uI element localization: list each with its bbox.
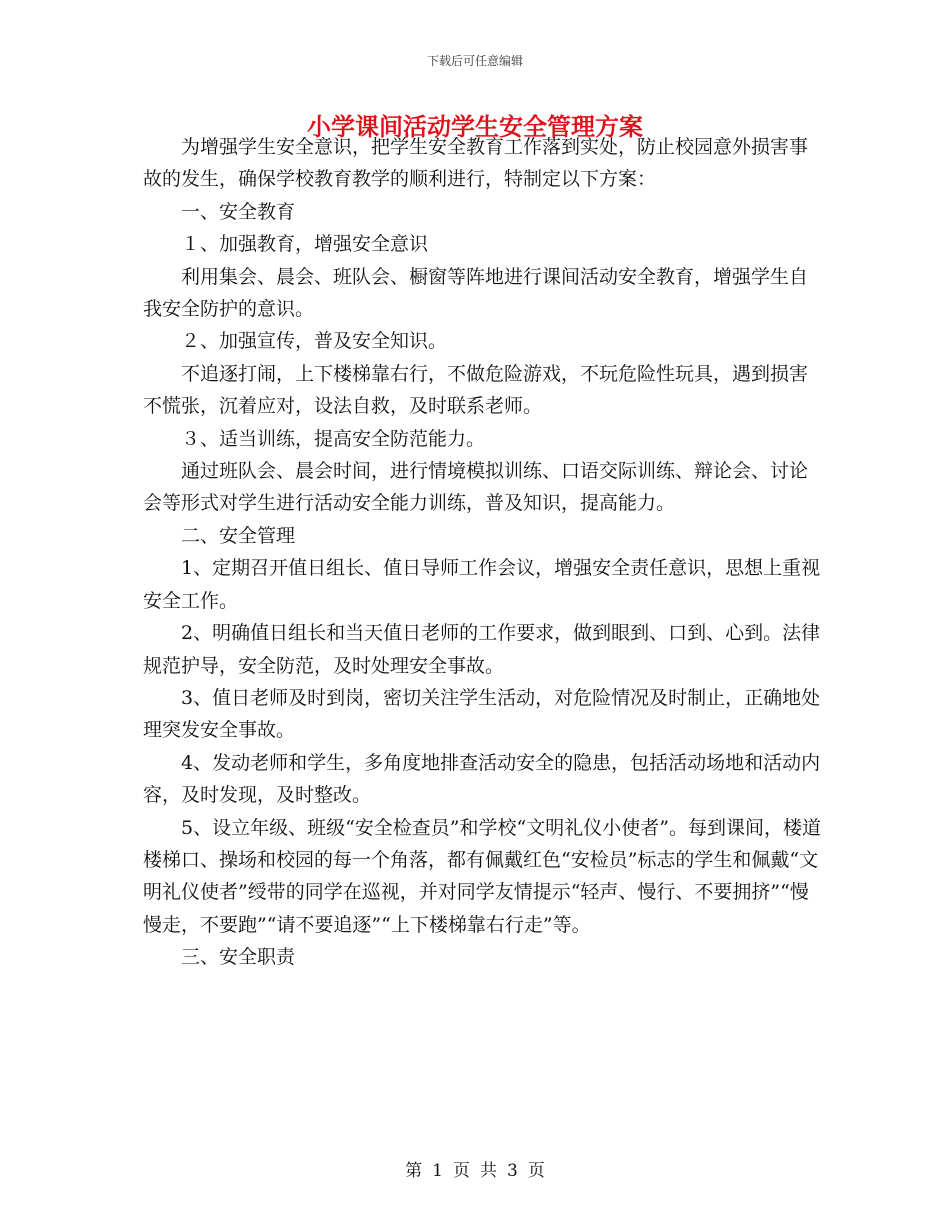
total-label: 共: [480, 1161, 497, 1181]
paragraph-2-5: 5、设立年级、班级“安全检查员”和学校“文明礼仪小使者”。每到课间，楼道楼梯口、操场和校园的每一个角落，都有佩戴红色“安检员”标志的学生和佩戴“文明礼仪使者”绶带的同学在巡视，并对同学友情提示“轻声、慢行、不要拥挤”“慢慢走，不要跑”“请不要追逐”“上下楼梯靠右行走”等。: [143, 816, 821, 936]
page-unit: 页: [453, 1161, 470, 1181]
paragraph-2-4: 4、发动老师和学生，多角度地排查活动安全的隐患，包括活动场地和活动内容，及时发现，及时整改。: [143, 751, 821, 807]
page-footer: [0, 1156, 950, 1181]
paragraph-2-2: 2、明确值日组长和当天值日老师的工作要求，做到眼到、口到、心到。法律规范护导，安全防范，及时处理安全事故。: [143, 622, 821, 677]
section-heading-2: 二、安全管理: [181, 524, 296, 547]
paragraph-1-3: 通过班队会、晨会时间，进行情境模拟训练、口语交际训练、辩论会、讨论会等形式对学生进行活动安全能力训练，普及知识，提高能力。: [143, 460, 809, 515]
section-heading-3: 三、安全职责: [181, 946, 296, 969]
page-header-note: 下载后可任意编辑: [426, 54, 523, 68]
total-unit: 页: [527, 1161, 545, 1181]
page-number: 1: [432, 1161, 443, 1181]
paragraph-2-1: 1、定期召开值日组长、值日导师工作会议，增强安全责任意识，思想上重视安全工作。: [143, 557, 821, 612]
section-heading-1: 一、安全教育: [181, 200, 296, 223]
document-body: [143, 131, 823, 974]
paragraph-1-2: 不追逐打闹，上下楼梯靠右行，不做危险游戏，不玩危险性玩具，遇到损害不慌张，沉着应对，设法自救，及时联系老师。: [143, 362, 809, 418]
paragraph-2-3: 3、值日老师及时到岗，密切关注学生活动，对危险情况及时制止，正确地处理突发安全事故。: [143, 686, 821, 742]
intro-paragraph: 为增强学生安全意识，把学生安全教育工作落到实处，防止校园意外损害事故的发生，确保学校教育教学的顺利进行，特制定以下方案：: [143, 136, 809, 191]
total-pages: 3: [507, 1161, 518, 1181]
paragraph-1-1: 利用集会、晨会、班队会、橱窗等阵地进行课间活动安全教育，增强学生自我安全防护的意识。: [143, 265, 809, 321]
subheading-1-2: ２、加强宣传，普及安全知识。: [181, 330, 448, 353]
subheading-1-1: １、加强教育，增强安全意识: [181, 233, 429, 256]
document-title: 小学课间活动学生安全管理方案: [307, 112, 643, 141]
page-label: 第: [405, 1161, 423, 1181]
subheading-1-3: ３、适当训练，提高安全防范能力。: [181, 427, 486, 450]
